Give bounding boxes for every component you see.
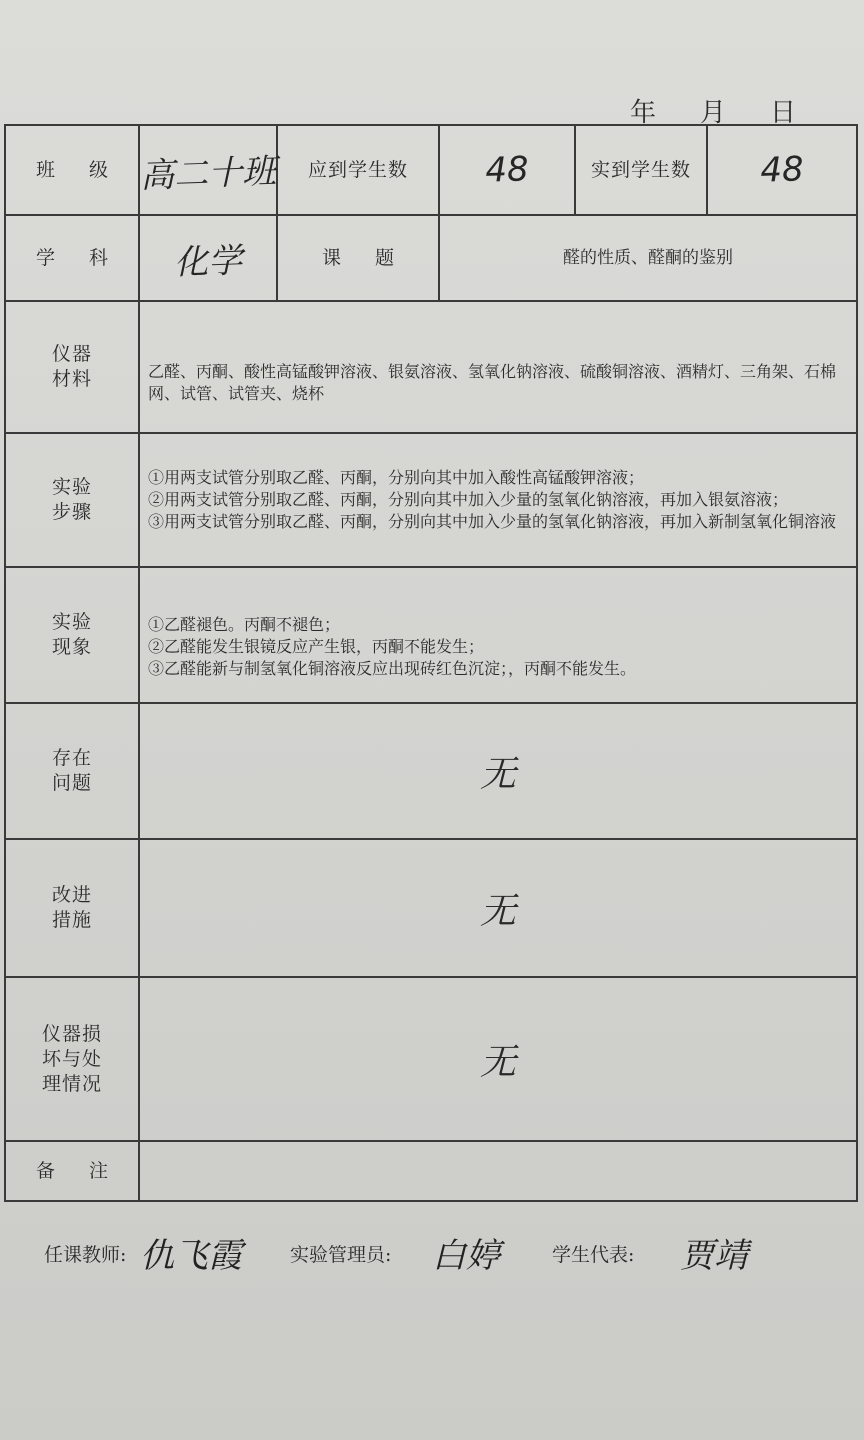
- phenomena-text: [139, 567, 857, 703]
- damage-value: 无: [139, 977, 857, 1141]
- improvements-label: [5, 839, 139, 977]
- class-value: 高二十班: [137, 123, 278, 218]
- notes-label: 备 注: [5, 1141, 139, 1201]
- expected-students-label: 应到学生数: [277, 125, 439, 215]
- row-steps: [5, 433, 857, 567]
- phenomena-label-line2: 现象: [51, 636, 92, 658]
- admin-label: 实验管理员:: [290, 1244, 392, 1266]
- row-subject: [5, 215, 857, 301]
- steps-label-line2: 步骤: [51, 501, 92, 523]
- damage-label-line1: 仪器损: [41, 1022, 102, 1045]
- phenomenon-item: ③乙醛能新与制氢氧化铜溶液反应出现砖红色沉淀；，丙酮不能发生。: [148, 659, 637, 678]
- subject-value: 化学: [138, 213, 279, 304]
- row-phenomena: [5, 567, 857, 703]
- materials-label: [5, 301, 139, 433]
- problems-label: [5, 703, 139, 839]
- step-item: ②用两支试管分别取乙醛、丙酮，分别向其中加入少量的氢氧化钠溶液，再加入银氨溶液；: [148, 490, 789, 509]
- phenomena-label-line1: 实验: [51, 611, 92, 633]
- signature-line: [40, 1228, 840, 1288]
- class-label: 班 级: [5, 125, 139, 215]
- problems-value: 无: [139, 703, 857, 839]
- date-line: [600, 92, 840, 128]
- year-label: 年: [630, 98, 657, 128]
- improvements-value: 无: [139, 839, 857, 977]
- month-label: 月: [700, 98, 727, 128]
- row-damage: [5, 977, 857, 1141]
- row-materials: [5, 301, 857, 433]
- step-item: ①用两支试管分别取乙醛、丙酮，分别向其中加入酸性高锰酸钾溶液；: [148, 468, 645, 487]
- damage-label: [5, 977, 139, 1141]
- improvements-label-line2: 措施: [51, 909, 92, 931]
- phenomena-label: [5, 567, 139, 703]
- damage-label-line3: 理情况: [41, 1072, 102, 1095]
- improvements-label-line1: 改进: [51, 884, 92, 906]
- phenomenon-item: ②乙醛能发生银镜反应产生银，丙酮不能发生；: [148, 637, 485, 656]
- actual-students-value: 48: [705, 122, 858, 217]
- teacher-signature: 仇飞霞: [140, 1236, 242, 1276]
- problems-label-line1: 存在: [51, 747, 92, 769]
- phenomenon-item: ①乙醛褪色。丙酮不褪色；: [148, 615, 341, 634]
- steps-label: [5, 433, 139, 567]
- damage-label-line2: 坏与处: [41, 1047, 102, 1070]
- topic-label: 课 题: [277, 215, 439, 301]
- student-rep-label: 学生代表:: [552, 1244, 635, 1266]
- notes-value: [139, 1141, 857, 1201]
- row-class: [5, 125, 857, 215]
- row-problems: [5, 703, 857, 839]
- topic-value: 醛的性质、醛酮的鉴别: [439, 215, 857, 301]
- steps-label-line1: 实验: [51, 476, 92, 498]
- lab-record-table: [4, 124, 858, 1202]
- materials-label-line2: 材料: [51, 368, 92, 390]
- row-notes: [5, 1141, 857, 1201]
- subject-label: 学 科: [5, 215, 139, 301]
- teacher-label: 任课教师:: [44, 1244, 127, 1266]
- materials-text: 乙醛、丙酮、酸性高锰酸钾溶液、银氨溶液、氢氧化钠溶液、硫酸铜溶液、酒精灯、三角架、石棉网、试管、试管夹、烧杯: [139, 301, 857, 433]
- materials-label-line1: 仪器: [51, 343, 92, 365]
- expected-students-value: 48: [437, 123, 576, 218]
- student-rep-signature: 贾靖: [680, 1236, 748, 1276]
- row-improvements: [5, 839, 857, 977]
- steps-text: [139, 433, 857, 567]
- step-item: ③用两支试管分别取乙醛、丙酮，分别向其中加入少量的氢氧化钠溶液，再加入新制氢氧化铜溶液: [148, 512, 837, 531]
- admin-signature: 白婷: [432, 1236, 500, 1276]
- problems-label-line2: 问题: [51, 772, 92, 794]
- day-label: 日: [770, 98, 797, 128]
- actual-students-label: 实到学生数: [575, 125, 707, 215]
